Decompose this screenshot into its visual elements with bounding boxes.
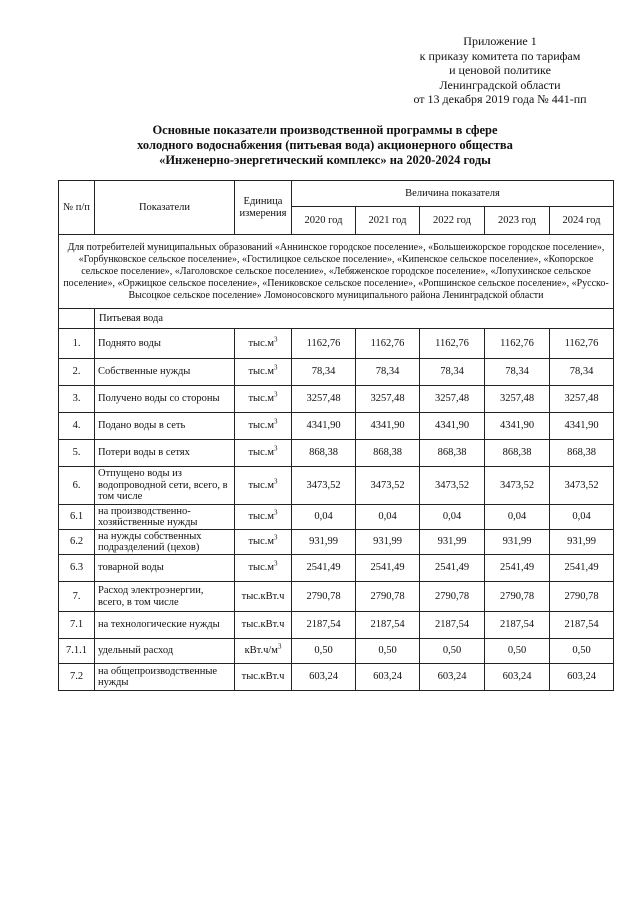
header-num: № п/п bbox=[59, 181, 95, 235]
row-value: 603,24 bbox=[292, 664, 356, 691]
row-value: 3257,48 bbox=[356, 386, 420, 413]
row-value: 2790,78 bbox=[292, 582, 356, 612]
row-value: 3257,48 bbox=[485, 386, 550, 413]
table-row bbox=[59, 582, 614, 612]
row-indicator-name: на технологические нужды bbox=[95, 612, 235, 639]
header-unit: Единица измерения bbox=[235, 181, 292, 235]
appendix-line: Ленинградской области bbox=[439, 77, 561, 92]
row-unit-text: тыс.кВт.ч bbox=[241, 590, 285, 602]
indicators-table bbox=[58, 180, 614, 691]
row-number: 2. bbox=[59, 359, 95, 386]
row-unit bbox=[235, 664, 292, 691]
row-unit-text: тыс.м bbox=[248, 536, 275, 548]
row-value: 0,04 bbox=[420, 505, 485, 530]
row-number: 6.3 bbox=[59, 555, 95, 582]
row-value: 78,34 bbox=[292, 359, 356, 386]
table-row bbox=[59, 359, 614, 386]
row-unit bbox=[235, 582, 292, 612]
row-value: 1162,76 bbox=[550, 329, 614, 359]
row-value: 0,04 bbox=[292, 505, 356, 530]
title-line: «Инженерно-энергетический комплекс» на 2020-2024 годы bbox=[159, 153, 491, 167]
row-unit-exponent: 3 bbox=[274, 444, 278, 453]
row-value: 2187,54 bbox=[485, 612, 550, 639]
row-value: 2187,54 bbox=[550, 612, 614, 639]
table-row bbox=[59, 386, 614, 413]
table-row bbox=[59, 555, 614, 582]
row-number: 7.2 bbox=[59, 664, 95, 691]
row-value: 0,50 bbox=[356, 639, 420, 664]
row-unit bbox=[235, 639, 292, 664]
row-unit-exponent: 3 bbox=[274, 335, 278, 344]
row-number: 3. bbox=[59, 386, 95, 413]
row-number: 6.1 bbox=[59, 505, 95, 530]
row-number: 6. bbox=[59, 467, 95, 505]
row-indicator-name: Поднято воды bbox=[95, 329, 235, 359]
row-value: 603,24 bbox=[356, 664, 420, 691]
table-row bbox=[59, 664, 614, 691]
row-value: 78,34 bbox=[485, 359, 550, 386]
table-row bbox=[59, 329, 614, 359]
row-value: 1162,76 bbox=[485, 329, 550, 359]
table-row bbox=[59, 413, 614, 440]
row-unit-exponent: 3 bbox=[274, 533, 278, 542]
row-unit-text: кВт.ч/м bbox=[244, 645, 278, 657]
row-value: 1162,76 bbox=[356, 329, 420, 359]
row-value: 4341,90 bbox=[485, 413, 550, 440]
row-unit bbox=[235, 329, 292, 359]
row-unit-text: тыс.м bbox=[248, 366, 275, 378]
row-value: 2790,78 bbox=[420, 582, 485, 612]
row-number: 1. bbox=[59, 329, 95, 359]
row-value: 931,99 bbox=[292, 530, 356, 555]
row-value: 2541,49 bbox=[292, 555, 356, 582]
appendix-line: и ценовой политике bbox=[449, 63, 551, 77]
row-value: 2541,49 bbox=[420, 555, 485, 582]
row-indicator-name: Отпущено воды из водопроводной сети, всего, в том числе bbox=[95, 467, 235, 505]
row-value: 3473,52 bbox=[292, 467, 356, 505]
row-value: 3473,52 bbox=[356, 467, 420, 505]
row-value: 0,50 bbox=[550, 639, 614, 664]
row-value: 2541,49 bbox=[356, 555, 420, 582]
row-value: 78,34 bbox=[550, 359, 614, 386]
row-value: 603,24 bbox=[420, 664, 485, 691]
row-value: 3257,48 bbox=[550, 386, 614, 413]
row-value: 931,99 bbox=[485, 530, 550, 555]
row-unit bbox=[235, 530, 292, 555]
row-value: 868,38 bbox=[420, 440, 485, 467]
row-unit-text: тыс.кВт.ч bbox=[241, 619, 285, 631]
row-value: 3473,52 bbox=[550, 467, 614, 505]
header-year: 2024 год bbox=[550, 207, 614, 235]
appendix-block bbox=[380, 34, 620, 107]
row-unit bbox=[235, 555, 292, 582]
row-value: 2541,49 bbox=[550, 555, 614, 582]
row-unit-text: тыс.м bbox=[248, 420, 275, 432]
row-value: 0,04 bbox=[356, 505, 420, 530]
row-number: 7. bbox=[59, 582, 95, 612]
title-line: холодного водоснабжения (питьевая вода) акционерного общества bbox=[137, 138, 513, 152]
row-indicator-name: Подано воды в сеть bbox=[95, 413, 235, 440]
table-row bbox=[59, 440, 614, 467]
row-indicator-name: на общепроизводственные нужды bbox=[95, 664, 235, 691]
header-year: 2020 год bbox=[292, 207, 356, 235]
row-value: 4341,90 bbox=[292, 413, 356, 440]
row-value: 931,99 bbox=[356, 530, 420, 555]
row-unit bbox=[235, 612, 292, 639]
row-unit-text: тыс.м bbox=[248, 511, 275, 523]
table-row bbox=[59, 612, 614, 639]
row-unit-text: тыс.кВт.ч bbox=[241, 671, 285, 683]
row-number: 4. bbox=[59, 413, 95, 440]
header-year: 2022 год bbox=[420, 207, 485, 235]
row-unit-exponent: 3 bbox=[274, 508, 278, 517]
row-unit-exponent: 3 bbox=[274, 477, 278, 486]
table-row bbox=[59, 505, 614, 530]
row-value: 3473,52 bbox=[485, 467, 550, 505]
section-label: Питьевая вода bbox=[95, 309, 614, 329]
title-line: Основные показатели производственной программы в сфере bbox=[152, 123, 498, 137]
row-unit bbox=[235, 467, 292, 505]
row-unit bbox=[235, 359, 292, 386]
row-indicator-name: товарной воды bbox=[95, 555, 235, 582]
table-row bbox=[59, 467, 614, 505]
header-value-group: Величина показателя bbox=[292, 181, 614, 207]
row-unit-text: тыс.м bbox=[248, 562, 275, 574]
row-number: 7.1.1 bbox=[59, 639, 95, 664]
row-value: 0,50 bbox=[485, 639, 550, 664]
row-unit-text: тыс.м bbox=[248, 393, 275, 405]
row-unit bbox=[235, 440, 292, 467]
row-value: 4341,90 bbox=[420, 413, 485, 440]
row-unit-exponent: 3 bbox=[274, 363, 278, 372]
row-indicator-name: Расход электроэнергии, всего, в том числе bbox=[95, 582, 235, 612]
row-indicator-name: на производственно-хозяйственные нужды bbox=[95, 505, 235, 530]
document-title bbox=[110, 123, 540, 168]
row-value: 868,38 bbox=[485, 440, 550, 467]
row-value: 2187,54 bbox=[420, 612, 485, 639]
header-year: 2021 год bbox=[356, 207, 420, 235]
row-indicator-name: Собственные нужды bbox=[95, 359, 235, 386]
row-value: 2187,54 bbox=[292, 612, 356, 639]
row-number: 7.1 bbox=[59, 612, 95, 639]
row-unit-text: тыс.м bbox=[248, 479, 275, 491]
row-value: 3257,48 bbox=[420, 386, 485, 413]
header-year: 2023 год bbox=[485, 207, 550, 235]
row-indicator-name: на нужды собственных подразделений (цехов) bbox=[95, 530, 235, 555]
row-number: 5. bbox=[59, 440, 95, 467]
row-value: 0,50 bbox=[420, 639, 485, 664]
row-unit-text: тыс.м bbox=[248, 337, 275, 349]
row-number: 6.2 bbox=[59, 530, 95, 555]
row-value: 2790,78 bbox=[356, 582, 420, 612]
row-value: 603,24 bbox=[485, 664, 550, 691]
row-indicator-name: Получено воды со стороны bbox=[95, 386, 235, 413]
row-value: 78,34 bbox=[356, 359, 420, 386]
row-value: 2541,49 bbox=[485, 555, 550, 582]
row-value: 2187,54 bbox=[356, 612, 420, 639]
row-unit-exponent: 3 bbox=[274, 417, 278, 426]
row-unit-exponent: 3 bbox=[274, 559, 278, 568]
row-value: 868,38 bbox=[550, 440, 614, 467]
section-num-cell bbox=[59, 309, 95, 329]
row-value: 4341,90 bbox=[356, 413, 420, 440]
consumers-description: Для потребителей муниципальных образований «Аннинское городское поселение», «Большеижорское городское поселение», «Горбунковское сельское поселение», «Гостилицкое сельское поселение», «Кипенское сельское поселение», «Копорское сельское поселение», «Лаголовское сельское поселение», «Лебяженское городское поселение», «Лопухинское сельское поселение», «Оржицкое сельское поселение», «Пениковское сельское поселение», «Ропшинское сельское поселение», «Русско-Высоцкое сельское поселение» Ломоносовского муниципального района Ленинградской области bbox=[59, 235, 614, 309]
appendix-line: к приказу комитета по тарифам bbox=[419, 48, 581, 63]
row-unit-text: тыс.м bbox=[248, 447, 275, 459]
row-value: 0,04 bbox=[485, 505, 550, 530]
appendix-line: от 13 декабря 2019 года № 441-пп bbox=[413, 92, 587, 106]
row-value: 3473,52 bbox=[420, 467, 485, 505]
row-value: 1162,76 bbox=[292, 329, 356, 359]
table-row bbox=[59, 530, 614, 555]
row-indicator-name: удельный расход bbox=[95, 639, 235, 664]
row-unit bbox=[235, 386, 292, 413]
row-value: 3257,48 bbox=[292, 386, 356, 413]
table-row bbox=[59, 639, 614, 664]
row-value: 2790,78 bbox=[485, 582, 550, 612]
row-unit bbox=[235, 505, 292, 530]
row-unit-exponent: 3 bbox=[274, 390, 278, 399]
row-value: 1162,76 bbox=[420, 329, 485, 359]
row-value: 868,38 bbox=[292, 440, 356, 467]
appendix-line: Приложение 1 bbox=[463, 34, 537, 48]
row-value: 0,04 bbox=[550, 505, 614, 530]
row-value: 868,38 bbox=[356, 440, 420, 467]
row-value: 2790,78 bbox=[550, 582, 614, 612]
row-value: 931,99 bbox=[550, 530, 614, 555]
header-indicator: Показатели bbox=[95, 181, 235, 235]
row-unit bbox=[235, 413, 292, 440]
row-value: 931,99 bbox=[420, 530, 485, 555]
row-value: 4341,90 bbox=[550, 413, 614, 440]
row-indicator-name: Потери воды в сетях bbox=[95, 440, 235, 467]
row-value: 78,34 bbox=[420, 359, 485, 386]
row-value: 603,24 bbox=[550, 664, 614, 691]
row-value: 0,50 bbox=[292, 639, 356, 664]
row-unit-exponent: 3 bbox=[277, 642, 282, 651]
